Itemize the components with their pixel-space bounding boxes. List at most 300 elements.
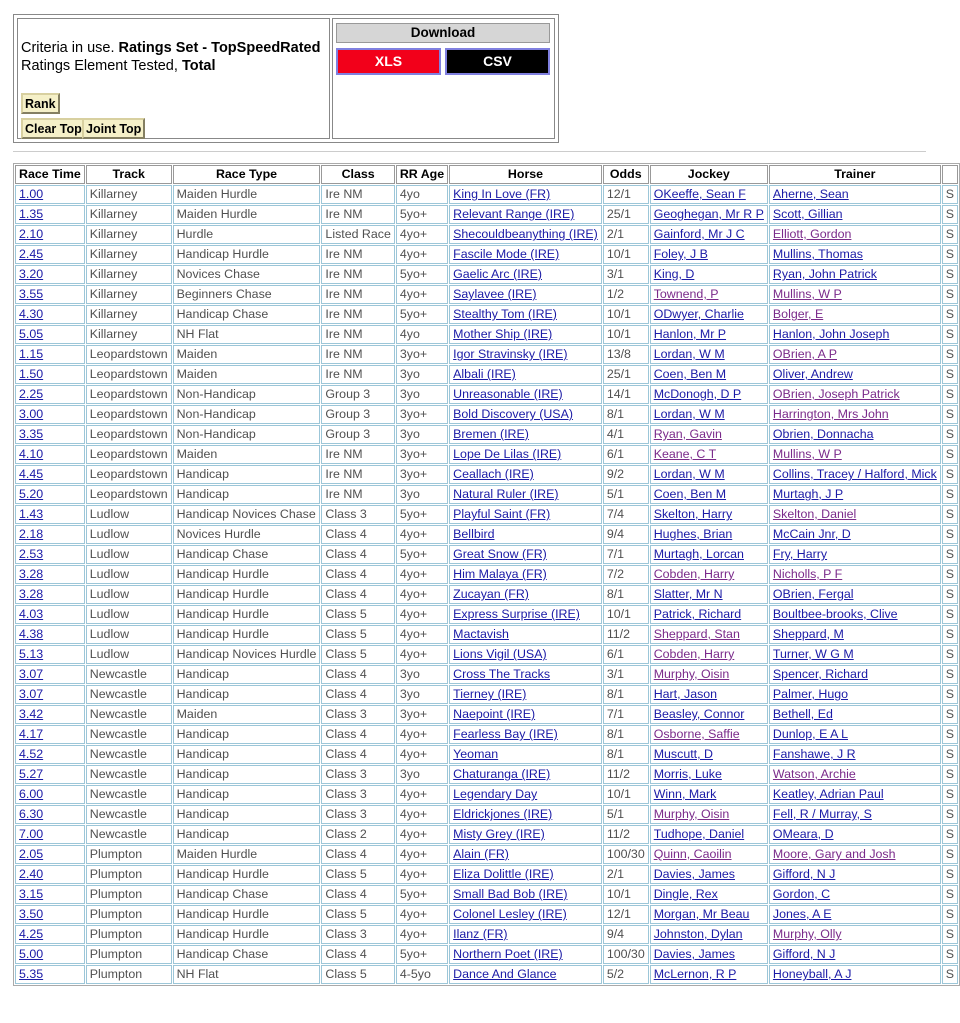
- class-cell: Class 2: [321, 825, 394, 844]
- jockey-link[interactable]: Morris, Luke: [653, 767, 722, 781]
- race-time-link[interactable]: 5.35: [19, 967, 44, 981]
- trainer-link[interactable]: Mullins, W P: [772, 287, 842, 301]
- jockey-cell: [650, 185, 768, 204]
- horse-link[interactable]: Tierney (IRE): [453, 687, 527, 701]
- horse-link[interactable]: Fearless Bay (IRE): [453, 727, 558, 741]
- race-time-cell: [15, 565, 85, 584]
- jockey-link[interactable]: Quinn, Caoilin: [653, 847, 732, 861]
- odds-cell: 7/4: [603, 505, 649, 524]
- horse-link[interactable]: Bremen (IRE): [453, 427, 529, 441]
- age-cell: 3yo: [396, 365, 448, 384]
- trainer-cell: [769, 725, 941, 744]
- odds-cell: 4/1: [603, 425, 649, 444]
- rank-button[interactable]: Rank: [21, 93, 60, 114]
- odds-cell: 25/1: [603, 205, 649, 224]
- extra-cell: S: [942, 325, 958, 344]
- table-row: [15, 565, 958, 584]
- race-time-link[interactable]: 4.30: [19, 307, 44, 321]
- odds-cell: 8/1: [603, 585, 649, 604]
- horse-cell: [449, 845, 602, 864]
- trainer-link[interactable]: Elliott, Gordon: [772, 227, 852, 241]
- jockey-cell: [650, 905, 768, 924]
- horse-cell: [449, 605, 602, 624]
- trainer-cell: [769, 385, 941, 404]
- trainer-link[interactable]: Ryan, John Patrick: [772, 267, 877, 281]
- horse-link[interactable]: Igor Stravinsky (IRE): [453, 347, 568, 361]
- trainer-link[interactable]: Jones, A E: [772, 907, 832, 921]
- jockey-cell: [650, 845, 768, 864]
- race-type-cell: Maiden: [173, 365, 321, 384]
- horse-link[interactable]: Ilanz (FR): [453, 927, 508, 941]
- age-cell: 3yo+: [396, 465, 448, 484]
- jockey-link[interactable]: Lordan, W M: [653, 407, 725, 421]
- trainer-link[interactable]: Oliver, Andrew: [772, 367, 853, 381]
- race-time-link[interactable]: 2.18: [19, 527, 44, 541]
- jockey-link[interactable]: Tudhope, Daniel: [653, 827, 745, 841]
- jockey-link[interactable]: Gainford, Mr J C: [653, 227, 745, 241]
- horse-cell: [449, 385, 602, 404]
- header-jockey: Jockey: [650, 165, 768, 184]
- jockey-link[interactable]: Keane, C T: [653, 447, 717, 461]
- race-time-cell: [15, 425, 85, 444]
- horse-link[interactable]: Dance And Glance: [453, 967, 557, 981]
- race-time-link[interactable]: 3.07: [19, 687, 44, 701]
- jockey-link[interactable]: McLernon, R P: [653, 967, 737, 981]
- trainer-link[interactable]: Keatley, Adrian Paul: [772, 787, 884, 801]
- trainer-cell: [769, 185, 941, 204]
- horse-link[interactable]: Eliza Dolittle (IRE): [453, 867, 554, 881]
- race-type-cell: Handicap: [173, 805, 321, 824]
- horse-link[interactable]: Lope De Lilas (IRE): [453, 447, 562, 461]
- odds-cell: 1/2: [603, 285, 649, 304]
- race-time-link[interactable]: 2.05: [19, 847, 44, 861]
- odds-cell: 11/2: [603, 625, 649, 644]
- race-time-link[interactable]: 2.25: [19, 387, 44, 401]
- horse-cell: [449, 325, 602, 344]
- horse-link[interactable]: Unreasonable (IRE): [453, 387, 563, 401]
- race-type-cell: Handicap Chase: [173, 545, 321, 564]
- race-type-cell: Handicap: [173, 485, 321, 504]
- race-time-link[interactable]: 3.15: [19, 887, 44, 901]
- jockey-link[interactable]: Sheppard, Stan: [653, 627, 740, 641]
- jockey-link[interactable]: King, D: [653, 267, 695, 281]
- element-label: Ratings Element Tested,: [21, 58, 182, 74]
- race-type-cell: Maiden: [173, 345, 321, 364]
- race-time-link[interactable]: 5.27: [19, 767, 44, 781]
- trainer-link[interactable]: OBrien, Fergal: [772, 587, 854, 601]
- race-time-link[interactable]: 4.38: [19, 627, 44, 641]
- jockey-link[interactable]: Morgan, Mr Beau: [653, 907, 750, 921]
- extra-cell: S: [942, 405, 958, 424]
- jockey-link[interactable]: Skelton, Harry: [653, 507, 733, 521]
- table-row: [15, 325, 958, 344]
- criteria-text: [21, 39, 320, 75]
- trainer-link[interactable]: Collins, Tracey / Halford, Mick: [772, 467, 937, 481]
- trainer-link[interactable]: Fell, R / Murray, S: [772, 807, 872, 821]
- race-time-cell: [15, 765, 85, 784]
- xls-download-button[interactable]: XLS: [336, 48, 441, 75]
- race-time-link[interactable]: 5.20: [19, 487, 44, 501]
- race-type-cell: Handicap Hurdle: [173, 925, 321, 944]
- race-time-link[interactable]: 5.13: [19, 647, 44, 661]
- horse-cell: [449, 905, 602, 924]
- horse-link[interactable]: Bellbird: [453, 527, 495, 541]
- table-row: [15, 245, 958, 264]
- jockey-cell: [650, 385, 768, 404]
- extra-cell: S: [942, 785, 958, 804]
- horse-link[interactable]: Playful Saint (FR): [453, 507, 551, 521]
- jockey-link[interactable]: Lordan, W M: [653, 467, 725, 481]
- class-cell: Class 4: [321, 745, 394, 764]
- trainer-link[interactable]: Mullins, Thomas: [772, 247, 863, 261]
- horse-link[interactable]: Stealthy Tom (IRE): [453, 307, 557, 321]
- race-time-link[interactable]: 3.00: [19, 407, 44, 421]
- class-cell: Ire NM: [321, 325, 394, 344]
- horse-link[interactable]: Mactavish: [453, 627, 509, 641]
- horse-link[interactable]: Shecouldbeanything (IRE): [453, 227, 598, 241]
- age-cell: 4yo+: [396, 865, 448, 884]
- trainer-link[interactable]: Harrington, Mrs John: [772, 407, 889, 421]
- horse-link[interactable]: Legendary Day: [453, 787, 538, 801]
- track-cell: Killarney: [86, 325, 172, 344]
- horse-link[interactable]: Small Bad Bob (IRE): [453, 887, 568, 901]
- trainer-link[interactable]: Murphy, Olly: [772, 927, 842, 941]
- table-header-row: [15, 165, 958, 184]
- race-time-link[interactable]: 2.40: [19, 867, 44, 881]
- track-cell: Leopardstown: [86, 385, 172, 404]
- jockey-link[interactable]: Davies, James: [653, 947, 735, 961]
- extra-cell: S: [942, 205, 958, 224]
- race-time-link[interactable]: 4.45: [19, 467, 44, 481]
- race-time-link[interactable]: 1.15: [19, 347, 44, 361]
- race-time-link[interactable]: 7.00: [19, 827, 44, 841]
- odds-cell: 10/1: [603, 245, 649, 264]
- horse-link[interactable]: Ceallach (IRE): [453, 467, 534, 481]
- horse-link[interactable]: Cross The Tracks: [453, 667, 551, 681]
- jockey-link[interactable]: Patrick, Richard: [653, 607, 742, 621]
- jockey-link[interactable]: Ryan, Gavin: [653, 427, 722, 441]
- trainer-cell: [769, 225, 941, 244]
- race-time-link[interactable]: 3.50: [19, 907, 44, 921]
- race-time-link[interactable]: 5.05: [19, 327, 44, 341]
- trainer-link[interactable]: Gifford, N J: [772, 867, 836, 881]
- race-type-cell: Maiden Hurdle: [173, 185, 321, 204]
- trainer-cell: [769, 565, 941, 584]
- odds-cell: 7/1: [603, 705, 649, 724]
- track-cell: Plumpton: [86, 845, 172, 864]
- trainer-link[interactable]: Nicholls, P F: [772, 567, 843, 581]
- race-time-link[interactable]: 2.45: [19, 247, 44, 261]
- race-time-cell: [15, 325, 85, 344]
- trainer-link[interactable]: Boultbee-brooks, Clive: [772, 607, 898, 621]
- race-time-link[interactable]: 1.00: [19, 187, 44, 201]
- jockey-link[interactable]: Winn, Mark: [653, 787, 717, 801]
- horse-cell: [449, 705, 602, 724]
- horse-link[interactable]: Gaelic Arc (IRE): [453, 267, 542, 281]
- race-time-cell: [15, 885, 85, 904]
- age-cell: 5yo+: [396, 305, 448, 324]
- trainer-link[interactable]: Watson, Archie: [772, 767, 856, 781]
- race-time-cell: [15, 645, 85, 664]
- horse-cell: [449, 365, 602, 384]
- trainer-link[interactable]: Honeyball, A J: [772, 967, 852, 981]
- jockey-link[interactable]: McDonogh, D P: [653, 387, 742, 401]
- trainer-link[interactable]: Gordon, C: [772, 887, 831, 901]
- class-cell: Class 3: [321, 805, 394, 824]
- trainer-link[interactable]: McCain Jnr, D: [772, 527, 851, 541]
- clear-top-button[interactable]: Clear Top: [21, 118, 86, 139]
- table-row: [15, 405, 958, 424]
- jockey-link[interactable]: Davies, James: [653, 867, 735, 881]
- jockey-link[interactable]: Slatter, Mr N: [653, 587, 723, 601]
- jockey-link[interactable]: OKeeffe, Sean F: [653, 187, 746, 201]
- race-time-link[interactable]: 3.42: [19, 707, 44, 721]
- jockey-link[interactable]: Hanlon, Mr P: [653, 327, 727, 341]
- header-class: Class: [321, 165, 394, 184]
- horse-link[interactable]: Saylavee (IRE): [453, 287, 537, 301]
- trainer-link[interactable]: Hanlon, John Joseph: [772, 327, 890, 341]
- jockey-link[interactable]: Murtagh, Lorcan: [653, 547, 744, 561]
- horse-cell: [449, 745, 602, 764]
- trainer-link[interactable]: Skelton, Daniel: [772, 507, 857, 521]
- race-time-link[interactable]: 6.30: [19, 807, 44, 821]
- trainer-link[interactable]: Turner, W G M: [772, 647, 854, 661]
- trainer-cell: [769, 405, 941, 424]
- race-time-link[interactable]: 6.00: [19, 787, 44, 801]
- age-cell: 3yo: [396, 765, 448, 784]
- jockey-link[interactable]: Hart, Jason: [653, 687, 718, 701]
- trainer-link[interactable]: OBrien, A P: [772, 347, 837, 361]
- table-row: [15, 925, 958, 944]
- horse-link[interactable]: Colonel Lesley (IRE): [453, 907, 567, 921]
- race-time-link[interactable]: 4.10: [19, 447, 44, 461]
- age-cell: 3yo: [396, 665, 448, 684]
- divider: [13, 151, 926, 152]
- trainer-cell: [769, 485, 941, 504]
- age-cell: 5yo+: [396, 545, 448, 564]
- class-cell: Class 3: [321, 765, 394, 784]
- race-time-cell: [15, 845, 85, 864]
- jockey-link[interactable]: Beasley, Connor: [653, 707, 745, 721]
- odds-cell: 3/1: [603, 665, 649, 684]
- table-row: [15, 785, 958, 804]
- jockey-link[interactable]: Cobden, Harry: [653, 647, 735, 661]
- race-time-link[interactable]: 4.25: [19, 927, 44, 941]
- race-time-link[interactable]: 5.00: [19, 947, 44, 961]
- horse-link[interactable]: Mother Ship (IRE): [453, 327, 553, 341]
- class-cell: Class 4: [321, 545, 394, 564]
- horse-link[interactable]: Northern Poet (IRE): [453, 947, 563, 961]
- trainer-link[interactable]: Fanshawe, J R: [772, 747, 856, 761]
- horse-link[interactable]: Alain (FR): [453, 847, 509, 861]
- race-time-link[interactable]: 2.53: [19, 547, 44, 561]
- table-row: [15, 365, 958, 384]
- trainer-link[interactable]: OBrien, Joseph Patrick: [772, 387, 900, 401]
- race-time-link[interactable]: 4.52: [19, 747, 44, 761]
- horse-link[interactable]: Albali (IRE): [453, 367, 516, 381]
- odds-cell: 14/1: [603, 385, 649, 404]
- trainer-link[interactable]: Fry, Harry: [772, 547, 828, 561]
- track-cell: Newcastle: [86, 745, 172, 764]
- race-time-link[interactable]: 3.07: [19, 667, 44, 681]
- table-row: [15, 745, 958, 764]
- jockey-cell: [650, 465, 768, 484]
- trainer-link[interactable]: Spencer, Richard: [772, 667, 868, 681]
- trainer-cell: [769, 665, 941, 684]
- class-cell: Class 3: [321, 785, 394, 804]
- race-type-cell: Hurdle: [173, 225, 321, 244]
- trainer-link[interactable]: OMeara, D: [772, 827, 834, 841]
- jockey-link[interactable]: Cobden, Harry: [653, 567, 735, 581]
- horse-link[interactable]: Yeoman: [453, 747, 499, 761]
- jockey-link[interactable]: Townend, P: [653, 287, 719, 301]
- jockey-link[interactable]: Murphy, Oisin: [653, 807, 730, 821]
- track-cell: Leopardstown: [86, 485, 172, 504]
- race-time-link[interactable]: 1.43: [19, 507, 44, 521]
- track-cell: Killarney: [86, 245, 172, 264]
- jockey-link[interactable]: Hughes, Brian: [653, 527, 733, 541]
- horse-link[interactable]: King In Love (FR): [453, 187, 551, 201]
- track-cell: Newcastle: [86, 785, 172, 804]
- table-row: [15, 285, 958, 304]
- race-time-link[interactable]: 2.10: [19, 227, 44, 241]
- race-time-link[interactable]: 1.50: [19, 367, 44, 381]
- track-cell: Leopardstown: [86, 465, 172, 484]
- track-cell: Plumpton: [86, 965, 172, 984]
- trainer-link[interactable]: Mullins, W P: [772, 447, 842, 461]
- download-box: [332, 18, 555, 139]
- race-time-link[interactable]: 4.17: [19, 727, 44, 741]
- horse-link[interactable]: Lions Vigil (USA): [453, 647, 547, 661]
- jockey-cell: [650, 545, 768, 564]
- horse-link[interactable]: Bold Discovery (USA): [453, 407, 573, 421]
- race-type-cell: Maiden: [173, 445, 321, 464]
- age-cell: 4yo+: [396, 845, 448, 864]
- trainer-cell: [769, 905, 941, 924]
- age-cell: 3yo: [396, 425, 448, 444]
- track-cell: Plumpton: [86, 885, 172, 904]
- trainer-link[interactable]: Moore, Gary and Josh: [772, 847, 896, 861]
- class-cell: Class 4: [321, 665, 394, 684]
- class-cell: Ire NM: [321, 245, 394, 264]
- race-time-link[interactable]: 1.35: [19, 207, 44, 221]
- extra-cell: S: [942, 665, 958, 684]
- horse-link[interactable]: Great Snow (FR): [453, 547, 547, 561]
- race-time-cell: [15, 225, 85, 244]
- trainer-link[interactable]: Bethell, Ed: [772, 707, 833, 721]
- jockey-link[interactable]: Murphy, Oisin: [653, 667, 730, 681]
- extra-cell: S: [942, 285, 958, 304]
- jockey-link[interactable]: ODwyer, Charlie: [653, 307, 744, 321]
- jockey-link[interactable]: Johnston, Dylan: [653, 927, 743, 941]
- horse-link[interactable]: Naepoint (IRE): [453, 707, 536, 721]
- trainer-cell: [769, 685, 941, 704]
- jockey-link[interactable]: Lordan, W M: [653, 347, 725, 361]
- trainer-link[interactable]: Gifford, N J: [772, 947, 836, 961]
- trainer-link[interactable]: Murtagh, J P: [772, 487, 844, 501]
- criteria-panel: [13, 14, 559, 143]
- horse-cell: [449, 645, 602, 664]
- race-time-link[interactable]: 3.28: [19, 567, 44, 581]
- age-cell: 4yo+: [396, 925, 448, 944]
- race-time-cell: [15, 285, 85, 304]
- race-time-link[interactable]: 3.35: [19, 427, 44, 441]
- race-time-link[interactable]: 3.28: [19, 587, 44, 601]
- joint-top-button[interactable]: Joint Top: [82, 118, 145, 139]
- horse-link[interactable]: Relevant Range (IRE): [453, 207, 575, 221]
- trainer-link[interactable]: Aherne, Sean: [772, 187, 849, 201]
- horse-link[interactable]: Chaturanga (IRE): [453, 767, 551, 781]
- track-cell: Leopardstown: [86, 345, 172, 364]
- horse-link[interactable]: Natural Ruler (IRE): [453, 487, 559, 501]
- track-cell: Newcastle: [86, 685, 172, 704]
- trainer-link[interactable]: Bolger, E: [772, 307, 824, 321]
- horse-link[interactable]: Express Surprise (IRE): [453, 607, 580, 621]
- trainer-cell: [769, 765, 941, 784]
- trainer-link[interactable]: Scott, Gillian: [772, 207, 843, 221]
- jockey-cell: [650, 505, 768, 524]
- trainer-cell: [769, 265, 941, 284]
- race-time-link[interactable]: 4.03: [19, 607, 44, 621]
- csv-download-button[interactable]: CSV: [445, 48, 550, 75]
- class-cell: Class 4: [321, 725, 394, 744]
- race-type-cell: Handicap Hurdle: [173, 565, 321, 584]
- race-time-cell: [15, 685, 85, 704]
- age-cell: 4yo+: [396, 225, 448, 244]
- jockey-link[interactable]: Coen, Ben M: [653, 367, 727, 381]
- trainer-link[interactable]: Dunlop, E A L: [772, 727, 849, 741]
- horse-link[interactable]: Fascile Mode (IRE): [453, 247, 560, 261]
- horse-link[interactable]: Him Malaya (FR): [453, 567, 547, 581]
- jockey-cell: [650, 725, 768, 744]
- horse-link[interactable]: Misty Grey (IRE): [453, 827, 545, 841]
- jockey-cell: [650, 585, 768, 604]
- trainer-link[interactable]: Obrien, Donnacha: [772, 427, 874, 441]
- horse-link[interactable]: Eldrickjones (IRE): [453, 807, 553, 821]
- extra-cell: S: [942, 345, 958, 364]
- jockey-link[interactable]: Osborne, Saffie: [653, 727, 740, 741]
- odds-cell: 8/1: [603, 685, 649, 704]
- jockey-link[interactable]: Coen, Ben M: [653, 487, 727, 501]
- horse-link[interactable]: Zucayan (FR): [453, 587, 529, 601]
- track-cell: Killarney: [86, 205, 172, 224]
- odds-cell: 11/2: [603, 825, 649, 844]
- trainer-link[interactable]: Sheppard, M: [772, 627, 844, 641]
- race-time-cell: [15, 345, 85, 364]
- jockey-link[interactable]: Muscutt, D: [653, 747, 713, 761]
- class-cell: Ire NM: [321, 485, 394, 504]
- race-type-cell: Non-Handicap: [173, 405, 321, 424]
- age-cell: 4yo+: [396, 785, 448, 804]
- jockey-link[interactable]: Dingle, Rex: [653, 887, 718, 901]
- track-cell: Ludlow: [86, 505, 172, 524]
- table-row: [15, 625, 958, 644]
- horse-cell: [449, 405, 602, 424]
- trainer-link[interactable]: Palmer, Hugo: [772, 687, 848, 701]
- jockey-link[interactable]: Foley, J B: [653, 247, 708, 261]
- race-time-cell: [15, 305, 85, 324]
- table-row: [15, 665, 958, 684]
- jockey-link[interactable]: Geoghegan, Mr R P: [653, 207, 764, 221]
- race-time-link[interactable]: 3.20: [19, 267, 44, 281]
- trainer-cell: [769, 525, 941, 544]
- table-row: [15, 965, 958, 984]
- race-time-cell: [15, 825, 85, 844]
- race-type-cell: Novices Chase: [173, 265, 321, 284]
- race-time-link[interactable]: 3.55: [19, 287, 44, 301]
- odds-cell: 10/1: [603, 605, 649, 624]
- jockey-cell: [650, 805, 768, 824]
